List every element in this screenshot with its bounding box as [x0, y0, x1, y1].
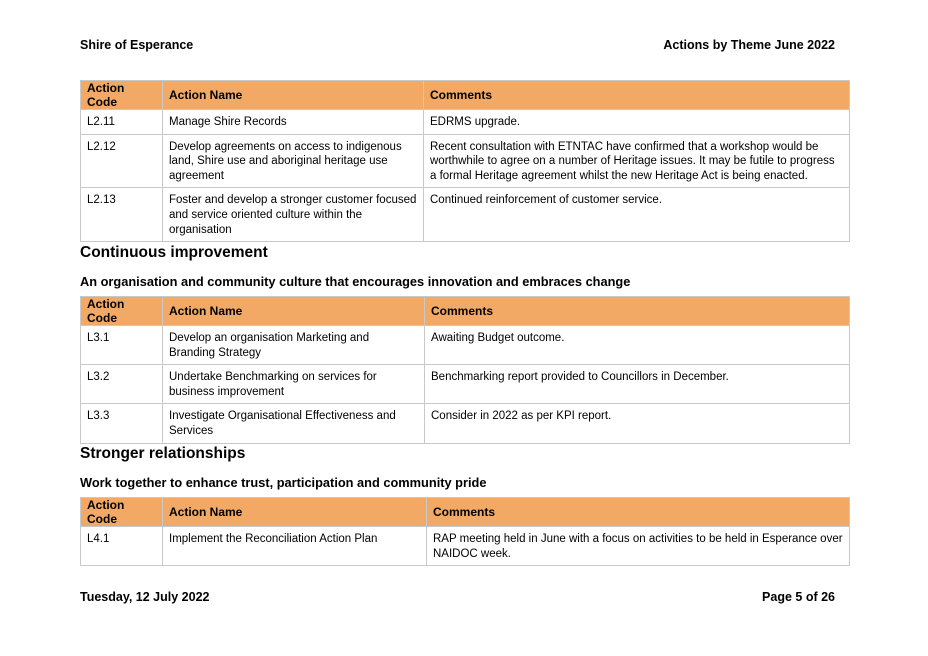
action-code-cell: L3.1 — [81, 326, 163, 365]
action-name-cell: Investigate Organisational Effectiveness and Services — [163, 404, 425, 443]
column-header-action-code: Action Code — [81, 498, 163, 527]
actions-table-continuous-improvement — [80, 296, 850, 444]
comments-cell: Recent consultation with ETNTAC have confirmed that a workshop would be worthwhile to agree on a number of Heritage issues. It may be futile to progress a formal Heritage agreement whilst the new Heritage Act is being enacted. — [424, 134, 850, 188]
table-row — [81, 134, 850, 188]
section-title-stronger-relationships: Stronger relationships — [80, 445, 246, 462]
section-subtitle-stronger-relationships: Work together to enhance trust, participation and community pride — [80, 475, 487, 490]
action-name-cell: Implement the Reconciliation Action Plan — [163, 527, 427, 566]
action-name-cell: Foster and develop a stronger customer focused and service oriented culture within the organisation — [163, 188, 424, 242]
action-name-cell: Undertake Benchmarking on services for business improvement — [163, 365, 425, 404]
column-header-action-name: Action Name — [163, 498, 427, 527]
column-header-action-name: Action Name — [163, 81, 424, 110]
column-header-comments: Comments — [427, 498, 850, 527]
action-name-cell: Develop agreements on access to indigenous land, Shire use and aboriginal heritage use agreement — [163, 134, 424, 188]
section-subtitle-continuous-improvement: An organisation and community culture that encourages innovation and embraces change — [80, 274, 631, 289]
column-header-comments: Comments — [425, 297, 850, 326]
action-code-cell: L3.2 — [81, 365, 163, 404]
table-header-row — [81, 297, 850, 326]
action-code-cell: L4.1 — [81, 527, 163, 566]
comments-cell: RAP meeting held in June with a focus on activities to be held in Esperance over NAIDOC week. — [427, 527, 850, 566]
action-name-cell: Develop an organisation Marketing and Branding Strategy — [163, 326, 425, 365]
table-row — [81, 527, 850, 566]
action-code-cell: L2.11 — [81, 110, 163, 135]
footer-page-number: Page 5 of 26 — [762, 590, 835, 604]
table-header-row — [81, 498, 850, 527]
table-row — [81, 404, 850, 443]
comments-cell: Awaiting Budget outcome. — [425, 326, 850, 365]
column-header-action-name: Action Name — [163, 297, 425, 326]
action-code-cell: L2.12 — [81, 134, 163, 188]
column-header-action-code: Action Code — [81, 81, 163, 110]
action-name-cell: Manage Shire Records — [163, 110, 424, 135]
column-header-comments: Comments — [424, 81, 850, 110]
section-title-continuous-improvement: Continuous improvement — [80, 244, 268, 261]
comments-cell: Continued reinforcement of customer service. — [424, 188, 850, 242]
column-header-action-code: Action Code — [81, 297, 163, 326]
comments-cell: EDRMS upgrade. — [424, 110, 850, 135]
table-row — [81, 110, 850, 135]
action-code-cell: L2.13 — [81, 188, 163, 242]
comments-cell: Consider in 2022 as per KPI report. — [425, 404, 850, 443]
comments-cell: Benchmarking report provided to Councillors in December. — [425, 365, 850, 404]
action-code-cell: L3.3 — [81, 404, 163, 443]
actions-table-stronger-relationships — [80, 497, 850, 566]
actions-table-leadership — [80, 80, 850, 242]
header-report-title: Actions by Theme June 2022 — [663, 38, 835, 52]
table-row — [81, 365, 850, 404]
table-row — [81, 326, 850, 365]
header-organisation: Shire of Esperance — [80, 38, 194, 52]
table-header-row — [81, 81, 850, 110]
footer-date: Tuesday, 12 July 2022 — [80, 590, 210, 604]
table-row — [81, 188, 850, 242]
